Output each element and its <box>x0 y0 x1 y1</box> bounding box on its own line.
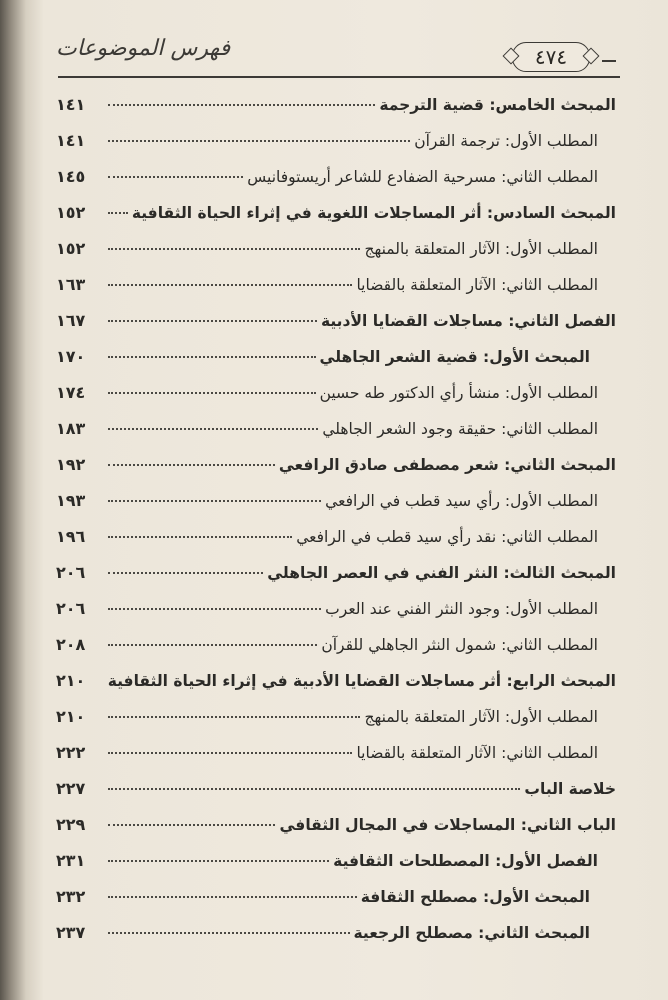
toc-entry-page: ١٨٣ <box>56 419 86 438</box>
toc-entry <box>56 635 616 665</box>
toc-entry-label: المبحث الثاني: شعر مصطفى صادق الرافعي <box>278 456 616 474</box>
toc-entry-label: المبحث السادس: أثر المساجلات اللغوية في إثراء الحياة الثقافية <box>131 204 616 222</box>
toc-entry-page: ١٦٧ <box>56 311 86 330</box>
toc-entry-label: المطلب الأول: الآثار المتعلقة بالمنهج <box>364 708 598 726</box>
leader-dots <box>108 284 352 286</box>
toc-entry-page: ٢٣١ <box>56 851 86 870</box>
toc-entry <box>56 203 616 233</box>
running-title: فهرس الموضوعات <box>56 36 231 61</box>
leader-dots <box>108 320 317 322</box>
toc-entry-page: ١٩٢ <box>56 455 86 474</box>
toc-entry-label: المبحث الثالث: النثر الفني في العصر الجاهلي <box>267 564 616 582</box>
leader-dots <box>108 464 275 466</box>
toc-entry-label: المبحث الأول: مصطلح الثقافة <box>360 888 590 906</box>
toc-entry-page: ١٤١ <box>56 95 86 114</box>
leader-dots <box>108 932 350 934</box>
toc-entry-page: ٢٠٨ <box>56 635 86 654</box>
toc-entry <box>56 131 616 161</box>
leader-dots <box>108 716 360 718</box>
leader-dots <box>108 752 352 754</box>
toc-entry <box>56 851 616 881</box>
leader-dots <box>108 860 329 862</box>
toc-entry <box>56 275 616 305</box>
toc-entry <box>56 311 616 341</box>
toc-entry-page: ١٥٢ <box>56 203 86 222</box>
toc-entry-page: ١٧٤ <box>56 383 86 402</box>
toc-entry-page: ١٩٣ <box>56 491 86 510</box>
toc-entry-page: ٢٣٧ <box>56 923 86 942</box>
leader-dots <box>108 212 128 214</box>
leader-dots <box>108 644 317 646</box>
toc-entry-page: ٢١٠ <box>56 707 86 726</box>
toc-entry <box>56 599 616 629</box>
leader-dots <box>108 428 318 430</box>
toc-entry-page: ١٤١ <box>56 131 86 150</box>
toc-entry-page: ٢٢٧ <box>56 779 86 798</box>
toc-entry-page: ١٥٢ <box>56 239 86 258</box>
toc-entry-page: ١٦٣ <box>56 275 86 294</box>
toc-entry-label: المبحث الثاني: مصطلح الرجعية <box>353 924 590 942</box>
leader-dots <box>108 896 357 898</box>
toc-entry <box>56 779 616 809</box>
toc-entry-label: المطلب الأول: ترجمة القرآن <box>414 132 598 150</box>
toc-entry-label: المطلب الثاني: الآثار المتعلقة بالقضايا <box>356 276 598 294</box>
toc-entry <box>56 491 616 521</box>
toc-entry-label: المطلب الأول: الآثار المتعلقة بالمنهج <box>364 240 598 258</box>
toc-entry-label: المبحث الخامس: قضية الترجمة <box>379 96 616 114</box>
toc-entry <box>56 671 616 701</box>
leader-dots <box>108 788 520 790</box>
toc-entry <box>56 743 616 773</box>
toc-entry <box>56 923 616 953</box>
leader-dots <box>108 824 275 826</box>
toc-entry-label: الفصل الثاني: مساجلات القضايا الأدبية <box>320 312 616 330</box>
toc-entry-page: ١٩٦ <box>56 527 86 546</box>
toc-entry-label: خلاصة الباب <box>524 780 616 798</box>
toc-entry-label: المطلب الثاني: الآثار المتعلقة بالقضايا <box>356 744 598 762</box>
toc-entry-page: ٢٠٦ <box>56 599 86 618</box>
toc-entry-label: المبحث الرابع: أثر مساجلات القضايا الأدبية في إثراء الحياة الثقافية <box>107 672 616 690</box>
toc-entry-label: المطلب الثاني: نقد رأي سيد قطب في الرافعي <box>296 528 598 546</box>
leader-dots <box>108 248 360 250</box>
leader-dots <box>108 140 410 142</box>
toc-entry <box>56 563 616 593</box>
toc-entry <box>56 167 616 197</box>
toc-entry-label: المطلب الثاني: حقيقة وجود الشعر الجاهلي <box>322 420 598 438</box>
toc-entry-page: ٢٢٩ <box>56 815 86 834</box>
toc-entry <box>56 887 616 917</box>
leader-dots <box>108 536 292 538</box>
toc-entry-label: المطلب الأول: رأي سيد قطب في الرافعي <box>325 492 598 510</box>
toc-entry-page: ١٤٥ <box>56 167 86 186</box>
toc-entry <box>56 383 616 413</box>
toc-entry-page: ٢٣٢ <box>56 887 86 906</box>
toc-entry <box>56 455 616 485</box>
toc-entry-label: المطلب الأول: وجود النثر الفني عند العرب <box>325 600 598 618</box>
toc-entry-page: ٢٠٦ <box>56 563 86 582</box>
leader-dots <box>108 176 243 178</box>
toc-entry-page: ٢١٠ <box>56 671 86 690</box>
toc-entry <box>56 527 616 557</box>
leader-dots <box>108 356 316 358</box>
toc-entry-label: المطلب الثاني: شمول النثر الجاهلي للقرآن <box>321 636 598 654</box>
toc-entry-page: ٢٢٢ <box>56 743 86 762</box>
toc-entry-label: الباب الثاني: المساجلات في المجال الثقافي <box>279 816 616 834</box>
leader-dots <box>108 104 375 106</box>
toc-entry <box>56 815 616 845</box>
leader-dots <box>108 572 263 574</box>
toc-entry-label: المبحث الأول: قضية الشعر الجاهلي <box>319 348 590 366</box>
toc-entry <box>56 347 616 377</box>
toc-entry-label: المطلب الأول: منشأ رأي الدكتور طه حسين <box>319 384 598 402</box>
toc-entry-label: الفصل الأول: المصطلحات الثقافية <box>333 852 598 870</box>
toc-entry <box>56 707 616 737</box>
toc-entry-label: المطلب الثاني: مسرحية الضفادع للشاعر أريستوفانيس <box>247 168 598 186</box>
toc-entry <box>56 95 616 125</box>
toc-entry-page: ١٧٠ <box>56 347 86 366</box>
leader-dots <box>108 608 321 610</box>
toc-entry <box>56 239 616 269</box>
toc-entry <box>56 419 616 449</box>
page-number: ٤٧٤ <box>534 45 568 69</box>
leader-dots <box>108 392 316 394</box>
leader-dots <box>108 500 321 502</box>
